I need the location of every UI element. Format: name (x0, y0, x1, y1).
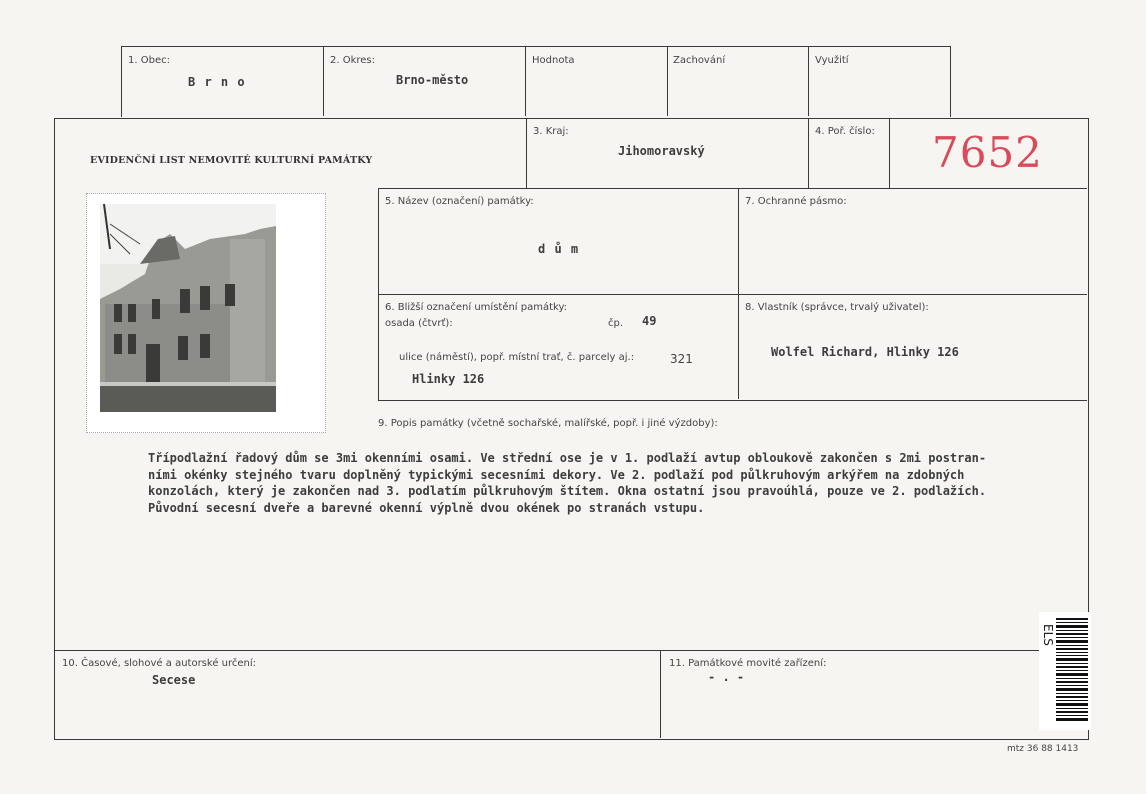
nazev-label: 5. Název (označení) památky: (385, 196, 534, 207)
hodnota-label: Hodnota (532, 55, 575, 66)
ochranne-label: 7. Ochranné pásmo: (745, 196, 847, 207)
obec-label: 1. Obec: (128, 55, 170, 66)
vlastnik-label: 8. Vlastník (správce, trvalý uživatel): (745, 302, 929, 313)
popis-text (148, 450, 1078, 516)
ulice-label: ulice (náměstí), popř. místní trať, č. parcely aj.: (399, 352, 635, 363)
ulice-value: Hlinky 126 (412, 372, 485, 386)
parcela-value: 321 (670, 352, 693, 366)
footer-code: mtz 36 88 1413 (1007, 744, 1079, 754)
popis-line: ními okénky stejného tvaru doplněný typickými secesními dekory. Ve 2. podlaží pod půlkruhovým arkýřem na zdobných (148, 467, 965, 482)
kraj-value: Jihomoravský (618, 144, 705, 158)
obec-value: B r n o (188, 75, 246, 89)
cp-label: čp. (608, 318, 624, 329)
popis-label: 9. Popis památky (včetně sochařské, malířské, popř. i jiné výzdoby): (378, 418, 718, 429)
popis-line: konzolách, který je zakončen nad 3. podlatím půlkruhovým štítem. Okna ostatní jsou pravoúhlá, pouze ve 2. podlažích. (148, 484, 987, 498)
por-cislo-value: 7652 (932, 128, 1043, 177)
popis-line: Třípodlažní řadový dům se 3mi okenními osami. Ve střední ose je v 1. podlaží avtup obloukově zakončen s 2mi postran- (148, 451, 987, 465)
building-photo (86, 193, 326, 433)
sticker-text: ELS (1041, 624, 1055, 646)
building-photo-icon (100, 204, 276, 412)
umisteni-label: 6. Bližší označení umístění památky: (385, 302, 568, 313)
barcode-icon (1056, 618, 1088, 722)
barcode-sticker (1039, 612, 1091, 730)
por-cislo-label: 4. Poř. číslo: (815, 126, 875, 137)
vlastnik-value: Wolfel Richard, Hlinky 126 (771, 345, 959, 359)
zachovani-label: Zachování (673, 55, 726, 66)
vyuziti-label: Využití (815, 55, 849, 66)
okres-label: 2. Okres: (330, 55, 376, 66)
osada-label: osada (čtvrť): (385, 318, 453, 329)
casove-value: Secese (152, 673, 196, 687)
nazev-value: d ů m (538, 242, 580, 256)
kraj-label: 3. Kraj: (533, 126, 569, 137)
casove-label: 10. Časové, slohové a autorské určení: (62, 658, 257, 669)
cp-value: 49 (642, 314, 657, 328)
okres-value: Brno-město (396, 73, 469, 87)
movite-label: 11. Památkové movité zařízení: (669, 658, 827, 669)
card-title: EVIDENČNÍ LIST NEMOVITÉ KULTURNÍ PAMÁTKY (90, 155, 373, 166)
popis-line: Původní secesní dveře a barevné okenní výplně dvou okének po stranách vstupu. (148, 500, 705, 515)
movite-value: - . - (708, 670, 745, 684)
